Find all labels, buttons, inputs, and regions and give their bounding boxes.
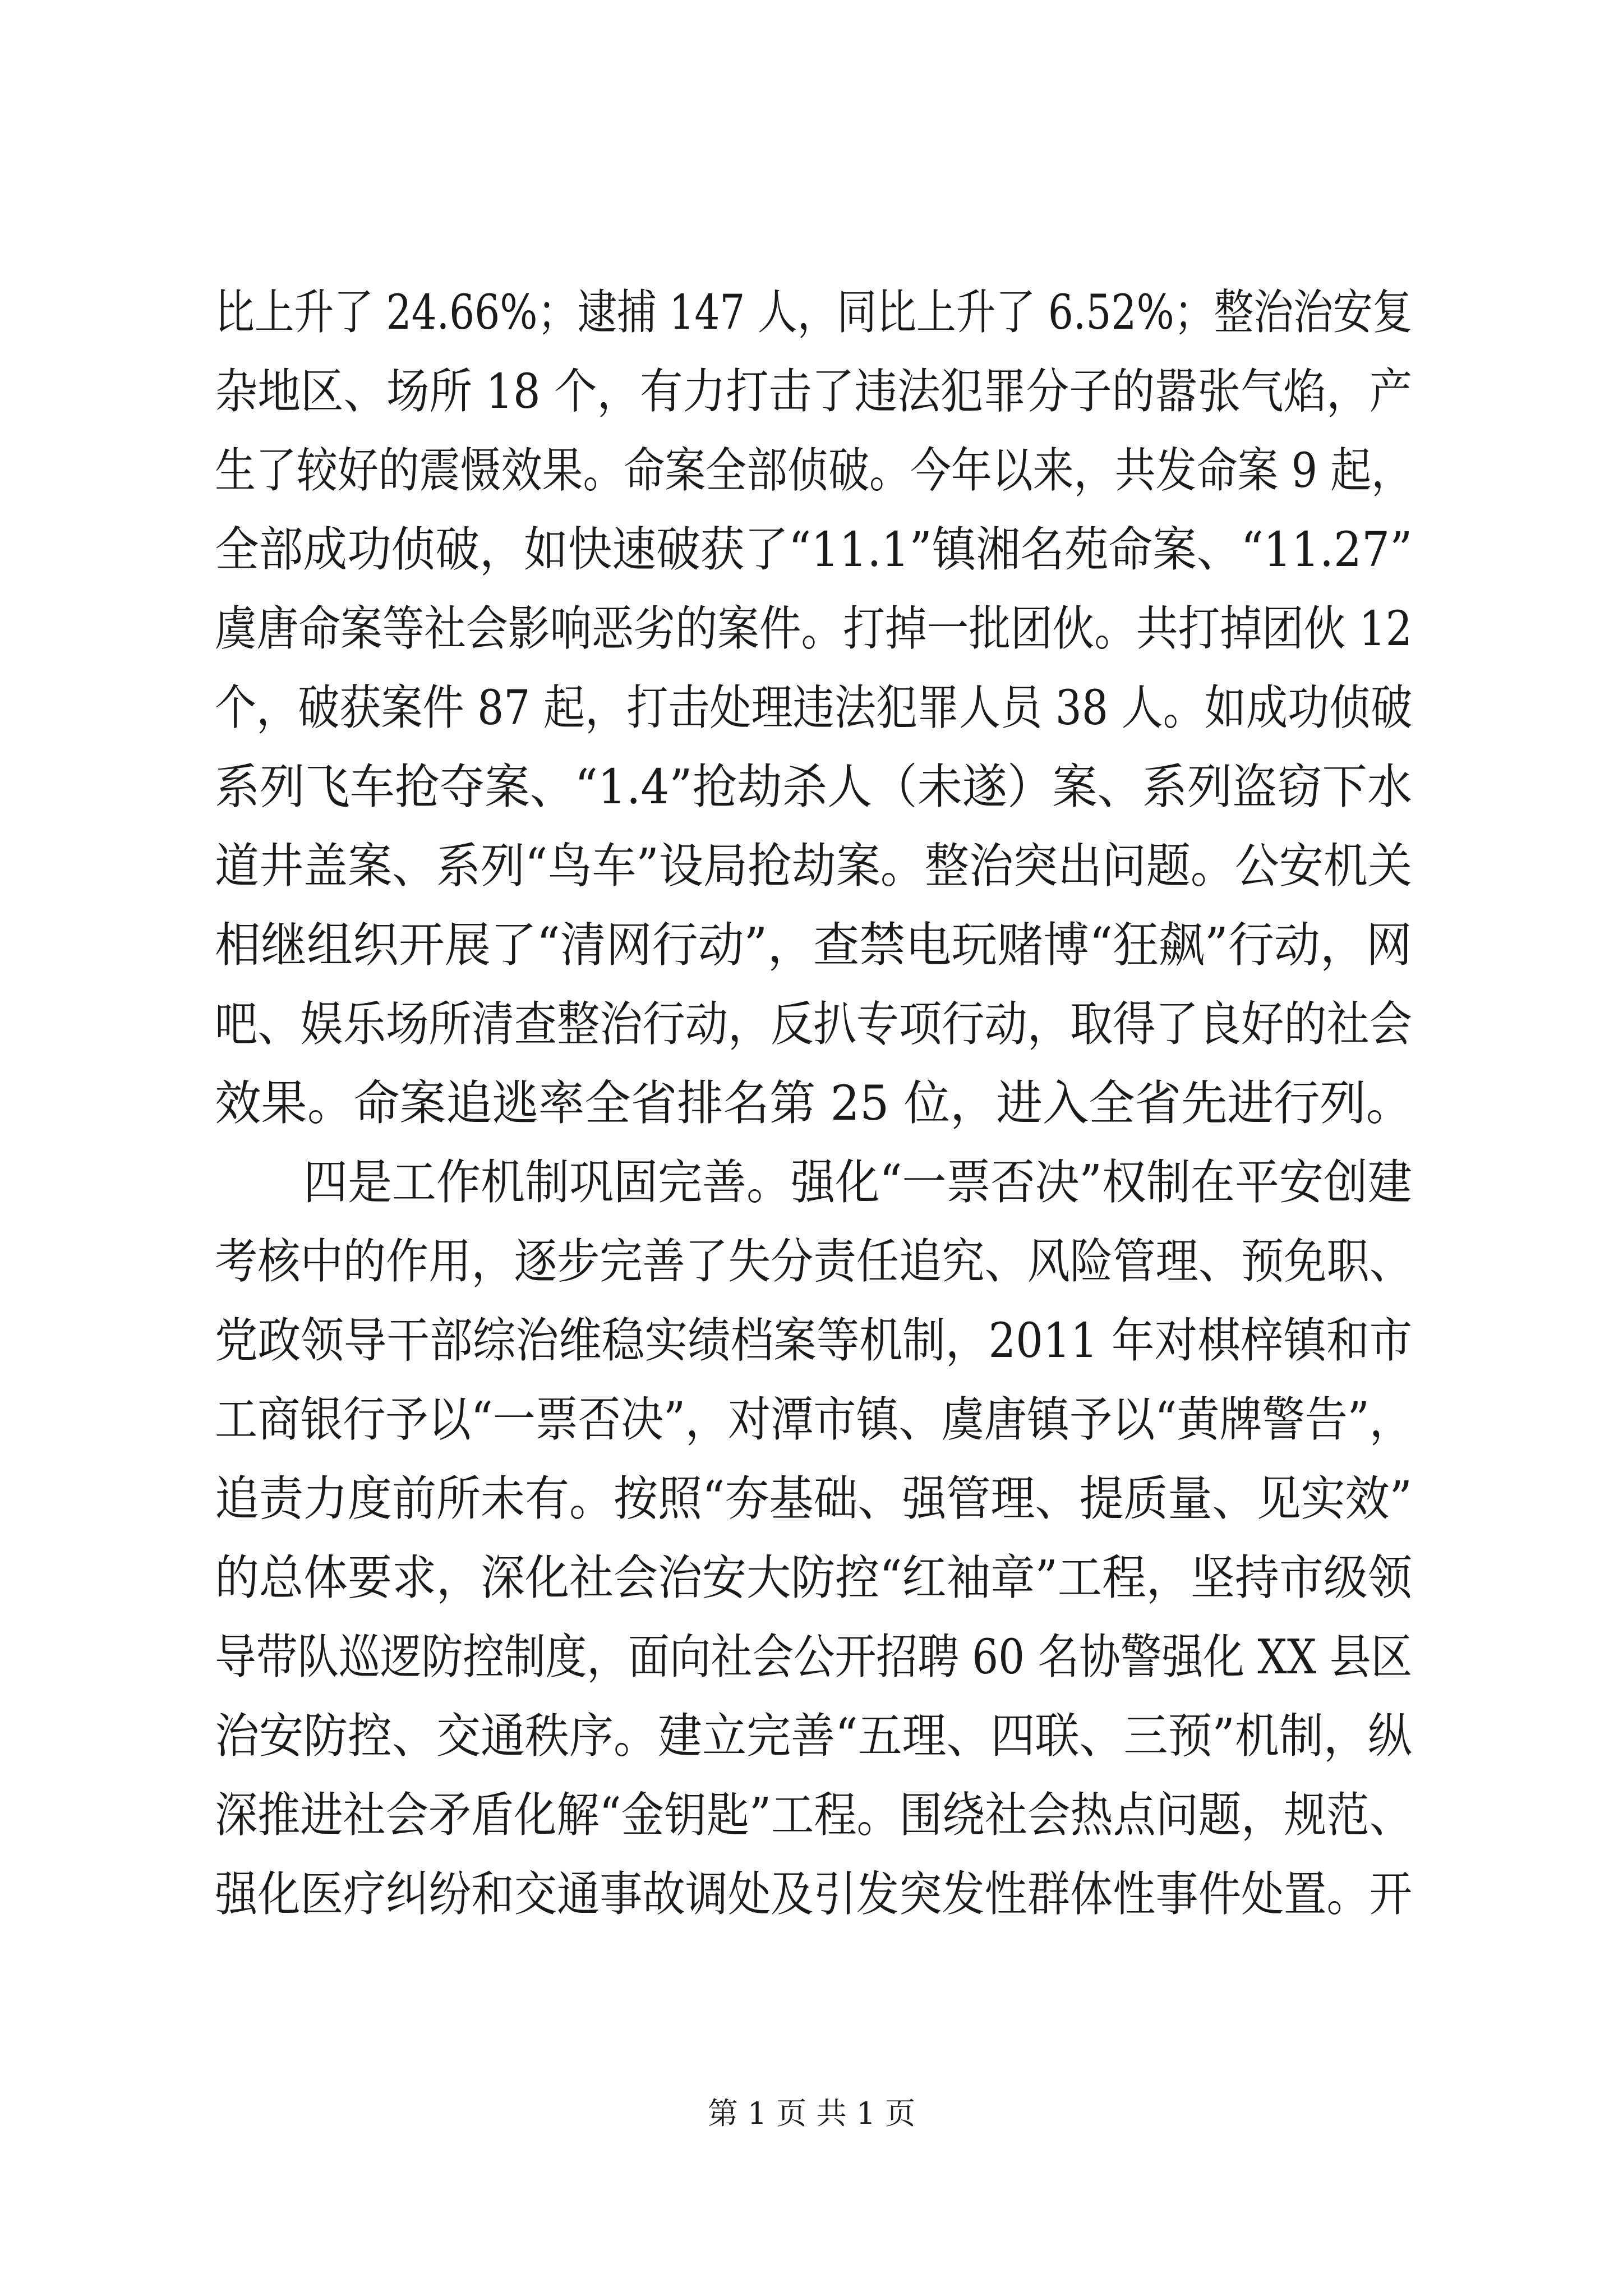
text-line: 强化医疗纠纷和交通事故调处及引发突发性群体性事件处置。开 <box>215 1867 1413 1922</box>
text-line: 全部成功侦破，如快速破获了“11.1”镇湘名苑命案、“11.27” <box>215 522 1413 578</box>
page-footer <box>0 2091 1623 2136</box>
text-line: 考核中的作用，逐步完善了失分责任追究、风险管理、预免职、 <box>215 1234 1413 1290</box>
text-line: 治安防控、交通秩序。建立完善“五理、四联、三预”机制，纵 <box>215 1709 1412 1764</box>
text-line: 比上升了 24.66%；逮捕 147 人，同比上升了 6.52%；整治治安复 <box>215 285 1413 341</box>
text-line: 党政领导干部综治维稳实绩档案等机制，2011 年对棋梓镇和市 <box>215 1313 1413 1369</box>
text-line: 深推进社会矛盾化解“金钥匙”工程。围绕社会热点问题，规范、 <box>215 1788 1412 1843</box>
text-line: 追责力度前所未有。按照“夯基础、强管理、提质量、见实效” <box>215 1471 1412 1527</box>
text-line: 工商银行予以“一票否决”，对潭市镇、虞唐镇予以“黄牌警告”， <box>215 1392 1412 1448</box>
text-line: 效果。命案追逃率全省排名第 25 位，进入全省先进行列。 <box>215 1076 1413 1131</box>
text-line: 四是工作机制巩固完善。强化“一票否决”权制在平安创建 <box>215 1155 1412 1211</box>
page-number-label: 第 1 页 共 1 页 <box>707 2096 916 2131</box>
text-line: 个，破获案件 87 起，打击处理违法犯罪人员 38 人。如成功侦破 <box>215 680 1413 736</box>
text-line: 生了较好的震慑效果。命案全部侦破。今年以来，共发命案 9 起， <box>215 443 1413 499</box>
text-line: 的总体要求，深化社会治安大防控“红袖章”工程，坚持市级领 <box>215 1550 1412 1606</box>
text-line: 吧、娱乐场所清查整治行动，反扒专项行动，取得了良好的社会 <box>215 997 1413 1052</box>
text-line: 杂地区、场所 18 个，有力打击了违法犯罪分子的嚣张气焰，产 <box>215 364 1413 420</box>
text-line: 系列飞车抢夺案、“1.4”抢劫杀人（未遂）案、系列盗窃下水 <box>215 760 1413 815</box>
text-line: 导带队巡逻防控制度，面向社会公开招聘 60 名协警强化 XX 县区 <box>215 1630 1413 1685</box>
text-line: 虞唐命案等社会影响恶劣的案件。打掉一批团伙。共打掉团伙 12 <box>215 601 1413 657</box>
text-line: 相继组织开展了“清网行动”，查禁电玩赌博“狂飙”行动，网 <box>215 918 1412 973</box>
text-line: 道井盖案、系列“鸟车”设局抢劫案。整治突出问题。公安机关 <box>215 839 1412 894</box>
